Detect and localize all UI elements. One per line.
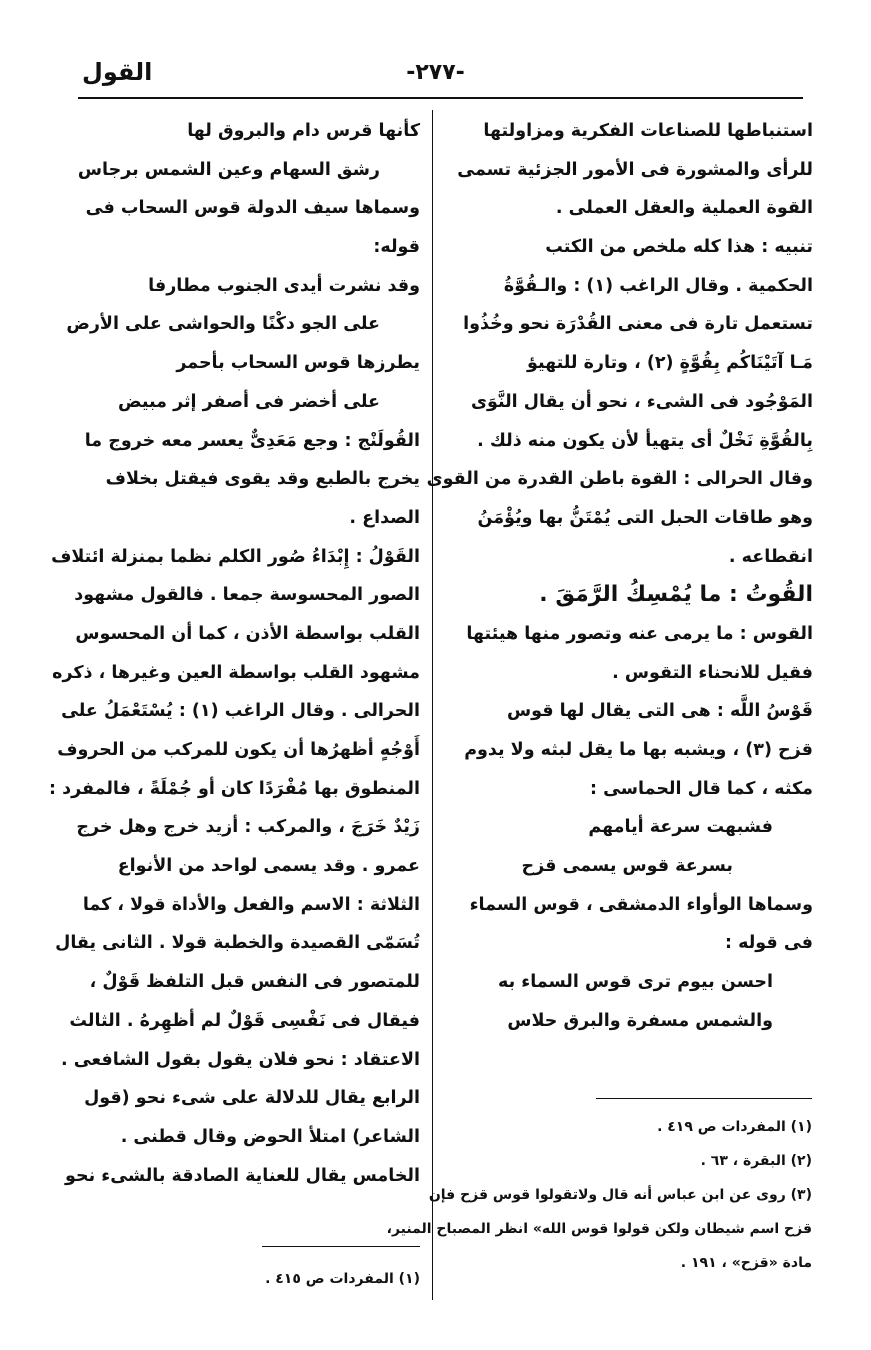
text-line: فى قوله : [725, 933, 813, 954]
verse-line: يطرزها قوس السحاب بأحمر [176, 353, 420, 374]
text-line: الحكمية . وقال الراغب (١) : والـقُوَّةُ [503, 275, 813, 296]
text-line: فقيل للانحناء التقوس . [612, 662, 813, 683]
text-line: الرابع يقال للدلالة على شىء نحو (قول [84, 1088, 420, 1109]
text-line: الصداع . [349, 507, 420, 528]
entry-headword-line: القُولَنْج : وجع مَعَدِىٌّ يعسر معه خروج ما [84, 430, 420, 451]
verse-line: على الجو دكْنًا والحواشى على الأرض [66, 314, 380, 335]
column-divider [432, 110, 433, 1300]
footnote: مادة «قزح» ، ١٩١ . [680, 1255, 812, 1271]
right-column [426, 112, 813, 1041]
text-line: القلب بواسطة الأذن ، كما أن المحسوس [75, 623, 420, 644]
text-line: للمتصور فى النفس قبل التلفظ قَوْلٌ ، [89, 972, 420, 993]
footnotes-right [386, 1110, 812, 1280]
footnote-rule [262, 1246, 420, 1247]
text-line: قزح (٣) ، ويشبه بها ما يقل لبثه ولا يدوم [464, 740, 813, 760]
verse-line: بسرعة قوس يسمى قزح [521, 856, 733, 877]
text-line: بِالقُوَّةِ نَخْلٌ أى يتهيأ لأن يكون منه ذلك . [477, 430, 813, 451]
page-header [70, 60, 801, 90]
text-line: وسماها الوأواء الدمشقى ، قوس السماء [469, 894, 813, 915]
text-line: الحرالى . وقال الراغب (١) : يُسْتَعْمَلُ على [61, 701, 420, 722]
footnote: (٢) البقرة ، ٦٣ . [700, 1153, 812, 1169]
footnote: (١) المفردات ص ٤١٥ . [265, 1271, 420, 1287]
page-number: -٢٧٧- [406, 60, 465, 85]
verse-line: والشمس مسفرة والبرق حلاس [507, 1010, 773, 1031]
text-line: انقطاعه . [728, 546, 813, 567]
text-line: الاعتقاد : نحو فلان يقول بقول الشافعى . [60, 1049, 420, 1070]
verse-line: احسن بيوم ترى قوس السماء به [497, 972, 773, 993]
text-line: استنباطها للصناعات الفكرية ومزاولتها [483, 121, 813, 141]
text-line: مكثه ، كما قال الحماسى : [590, 778, 813, 799]
text-line: تنبيه : هذا كله ملخص من الكتب [545, 237, 813, 258]
text-line: عمرو . وقد يسمى لواحد من الأنواع [117, 856, 420, 877]
text-line: زَيْدٌ خَرَجَ ، والمركب : أزيد خرج وهل خرج [76, 817, 420, 838]
text-line: يخرج بالطبع وقد يقوى فيقتل بخلاف [105, 469, 420, 490]
left-column [49, 112, 420, 1195]
text-line: الخامس يقال للعناية الصادقة بالشىء نحو [65, 1165, 420, 1186]
text-line: القوة العملية والعقل العملى . [555, 198, 813, 219]
text-line: تُسَمّى القصيدة والخطبة قولا . الثانى يقال [55, 933, 420, 954]
header-rule [78, 97, 803, 99]
verse-line: كأنها قرس دام والبروق لها [187, 121, 420, 141]
entry-headword-line: القَوْلُ : إِبْدَاءُ صُور الكلم نظما بمنزلة ائتلاف [51, 546, 420, 567]
footnotes-left [80, 1262, 420, 1296]
text-line: الشاعر) امتلأ الحوض وقال قطنى . [120, 1126, 420, 1147]
verse-line: رشق السهام وعين الشمس برجاس [77, 159, 380, 180]
footnote-rule [596, 1098, 812, 1099]
text-line: الثلاثة : الاسم والفعل والأداة قولا ، كما [82, 894, 420, 915]
footnote: قزح اسم شيطان ولكن قولوا قوس الله» انظر المصباح المنير، [386, 1221, 812, 1237]
entry-line: القوس : ما يرمى عنه وتصور منها هيئتها [466, 623, 813, 644]
text-line: للرأى والمشورة فى الأمور الجزئية تسمى [457, 159, 813, 180]
text-line: وسماها سيف الدولة قوس السحاب فى [85, 198, 420, 219]
text-line: الصور المحسوسة جمعا . فالقول مشهود [74, 585, 420, 606]
text-line: المنطوق بها مُفْرَدًا كان أو جُمْلَةً ، فالمفرد : [49, 778, 420, 799]
text-line: قوله: [373, 237, 420, 258]
verse-line: وقد نشرت أيدى الجنوب مطارفا [148, 275, 420, 296]
text-line: المَوْجُود فى الشىء ، نحو أن يقال النَّوَى [470, 391, 813, 412]
text-line: وهو طاقات الحبل التى يُمْتَنُّ بها ويُؤْمَنُ [477, 507, 813, 528]
verse-line: فشبهت سرعة أيامهم [588, 817, 773, 838]
text-line: مَـا آتَيْنَاكُم بِقُوَّةٍ (٢) ، وتارة للتهيؤ [526, 353, 813, 374]
text-line: تستعمل تارة فى معنى القُدْرَة نحو وخُذُوا [463, 314, 813, 335]
footnote: (١) المفردات ص ٤١٩ . [657, 1119, 812, 1135]
text-line: أَوْجُهٍ أظهرُها أن يكون للمركب من الحروف [57, 740, 420, 760]
running-head: القول [82, 58, 153, 86]
text-line: فيقال فى نَفْسِى قَوْلٌ لم أظهِرهُ . الثالث [69, 1010, 420, 1031]
text-line: مشهود القلب بواسطة العين وغيرها ، ذكره [52, 662, 420, 683]
verse-line: على أخضر فى أصفر إثر مبيض [117, 391, 380, 412]
footnote: (٣) روى عن ابن عباس أنه قال ولاتقولوا قوس قزح فإن [428, 1187, 812, 1203]
entry-line: قَوْسُ اللَّه : هى التى يقال لها قوس [506, 701, 813, 722]
text-line: وقال الحرالى : القوة باطن القدرة من القوى [426, 469, 813, 490]
entry-headword-line: القُوتُ : ما يُمْسِكُ الرَّمَقَ . [539, 582, 813, 608]
